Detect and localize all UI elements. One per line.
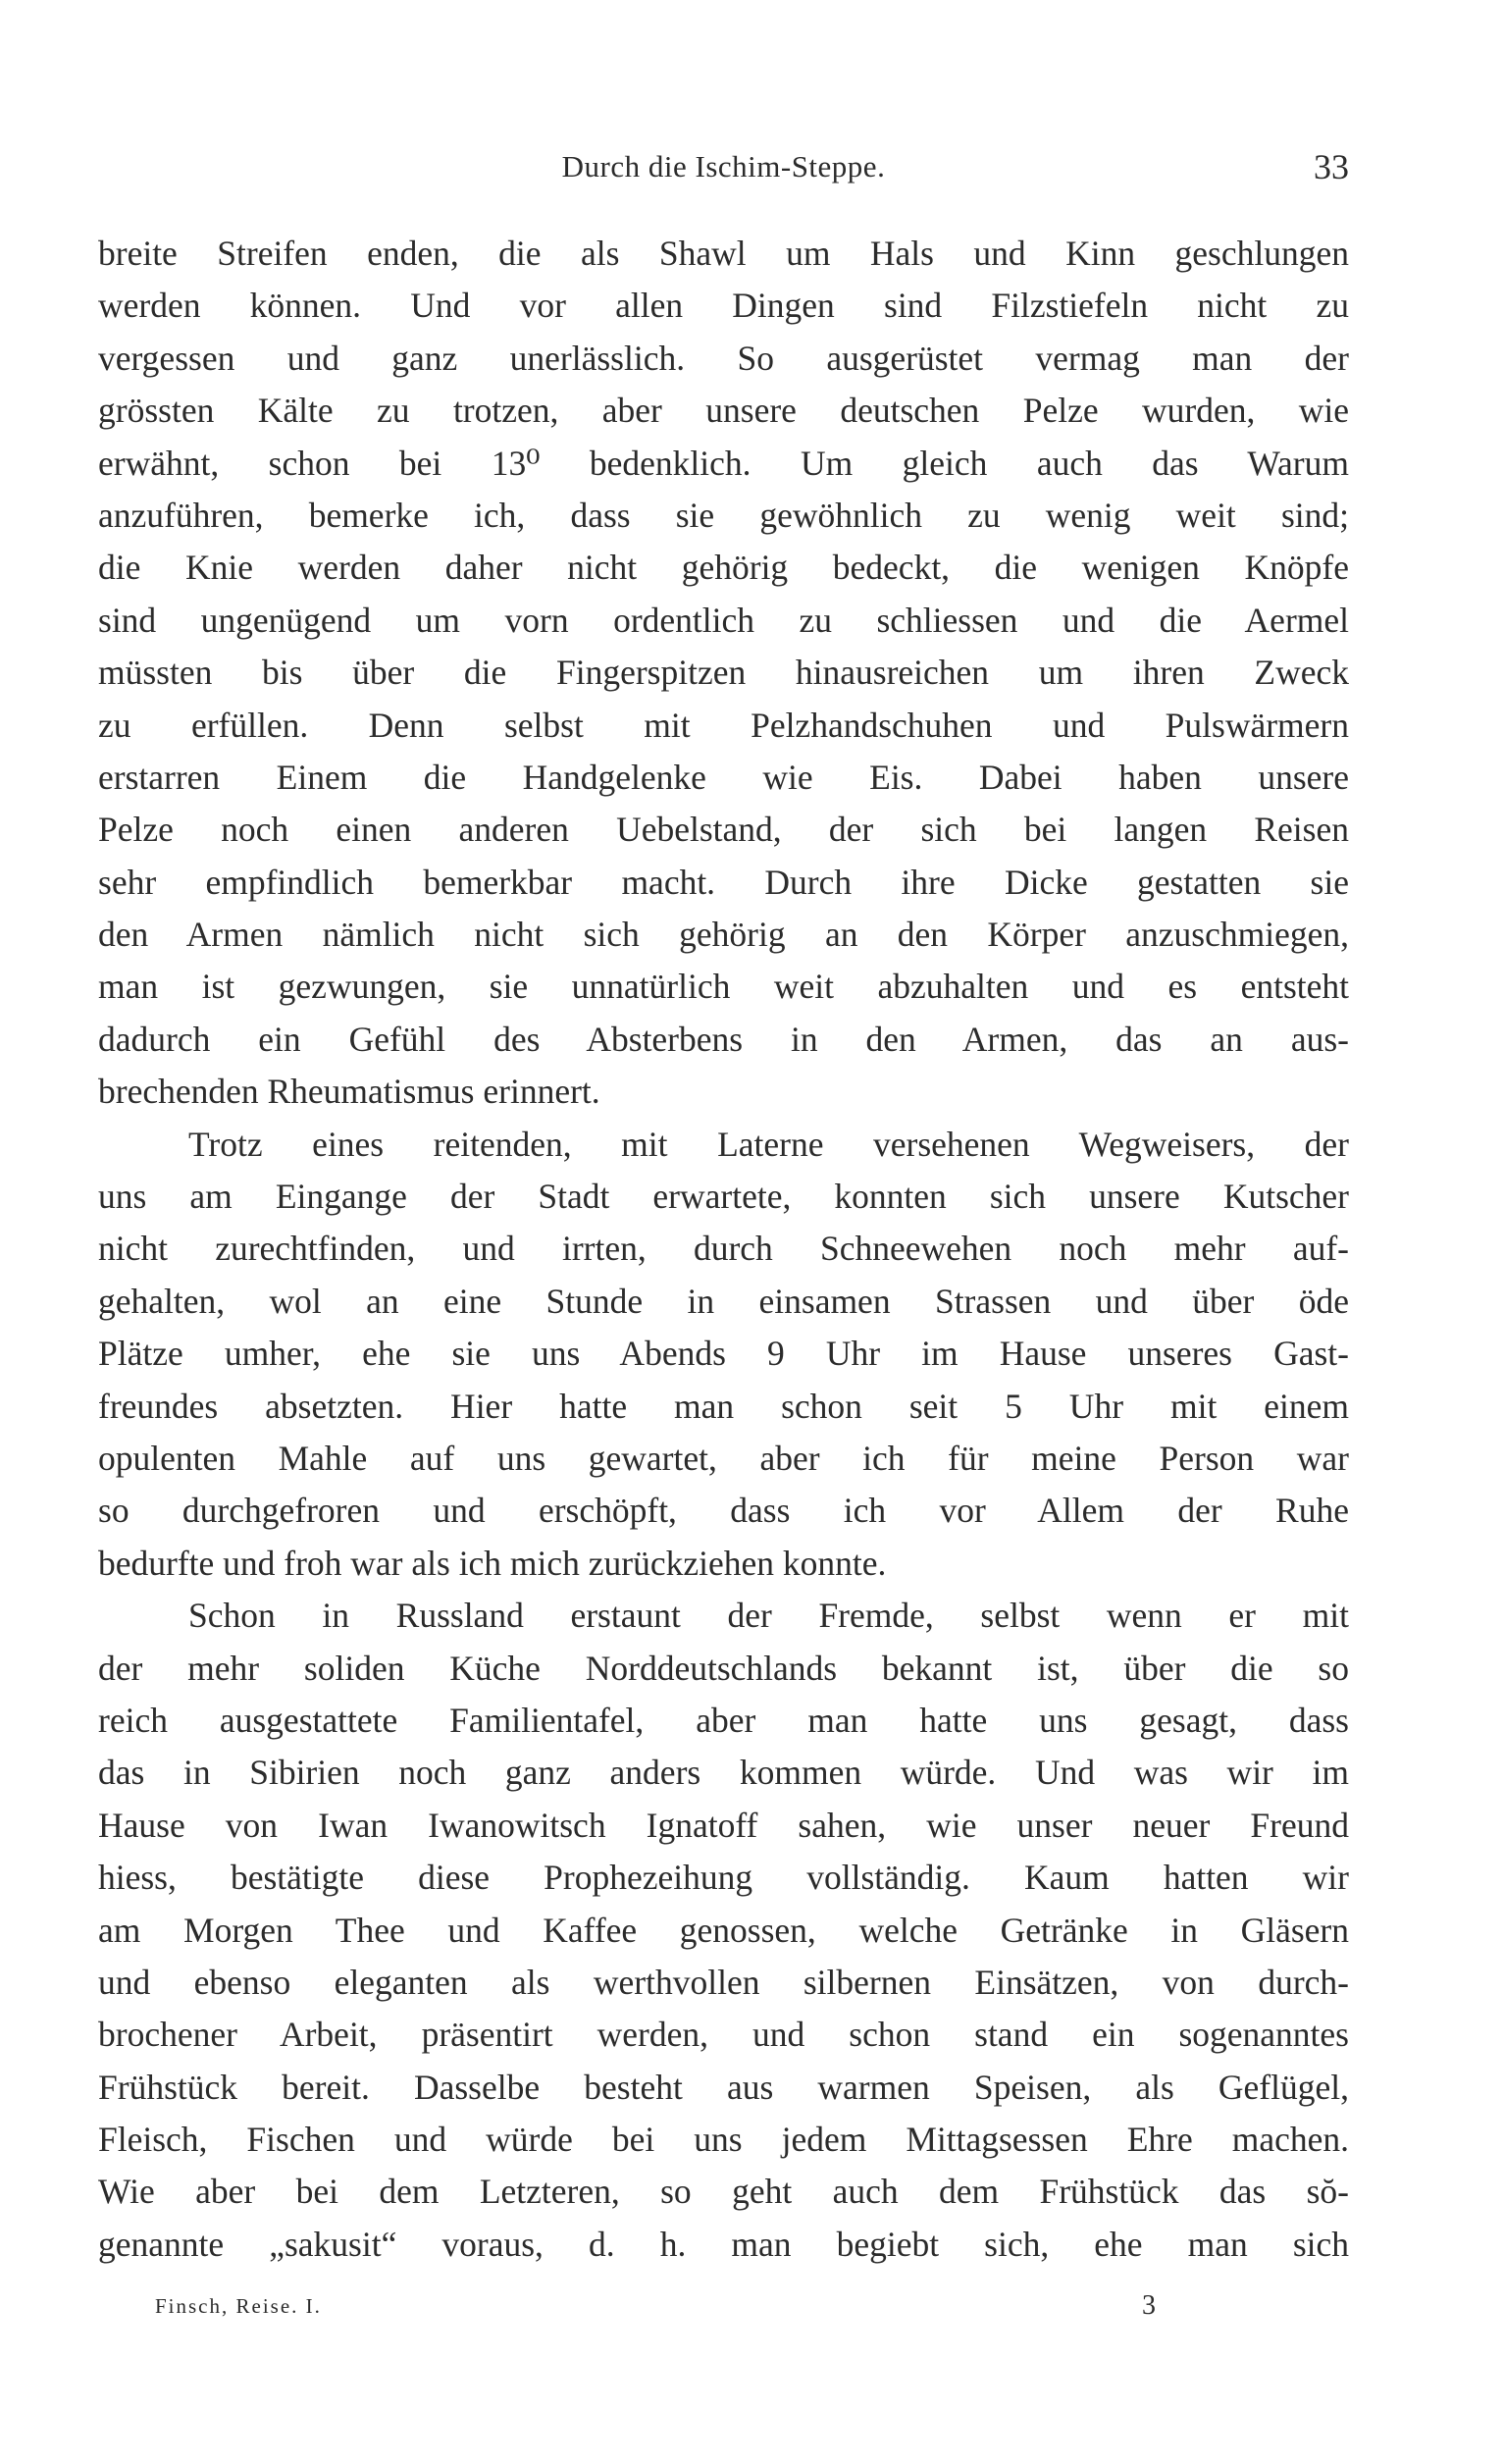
text-line: sind ungenügend um vorn ordentlich zu schliessen und die Aermel: [98, 600, 1349, 640]
text-line: erstarren Einem die Handgelenke wie Eis. Dabei haben unsere: [98, 757, 1349, 797]
text-line: Hause von Iwan Iwanowitsch Ignatoff sahen, wie unser neuer Freund: [98, 1805, 1349, 1845]
text-line: erwähnt, schon bei 13⁰ bedenklich. Um gleich auch das Warum: [98, 443, 1349, 483]
signature-number: 3: [1142, 2290, 1156, 2321]
page-number: 33: [1314, 147, 1349, 186]
paragraph-first-line: Trotz eines reitenden, mit Laterne versehenen Wegweisers, der: [188, 1124, 1349, 1164]
text-line: das in Sibirien noch ganz anders kommen würde. Und was wir im: [98, 1753, 1349, 1793]
text-line: der mehr soliden Küche Norddeutschlands bekannt ist, über die so: [98, 1648, 1349, 1688]
text-line: reich ausgestattete Familientafel, aber man hatte uns gesagt, dass: [98, 1700, 1349, 1740]
text-line: so durchgefroren und erschöpft, dass ich vor Allem der Ruhe: [98, 1491, 1349, 1531]
text-line: dadurch ein Gefühl des Absterbens in den Armen, das an aus-: [98, 1019, 1349, 1059]
text-line: Wie aber bei dem Letzteren, so geht auch dem Frühstück das sŏ-: [98, 2172, 1349, 2212]
paragraph-first-line: Schon in Russland erstaunt der Fremde, selbst wenn er mit: [188, 1596, 1349, 1636]
text-line: den Armen nämlich nicht sich gehörig an den Körper anzuschmiegen,: [98, 915, 1349, 955]
text-line: freundes absetzten. Hier hatte man schon seit 5 Uhr mit einem: [98, 1386, 1349, 1426]
text-line: Fleisch, Fischen und würde bei uns jedem Mittagsessen Ehre machen.: [98, 2120, 1349, 2160]
text-line: die Knie werden daher nicht gehörig bedeckt, die wenigen Knöpfe: [98, 548, 1349, 588]
text-line: Frühstück bereit. Dasselbe besteht aus warmen Speisen, als Geflügel,: [98, 2067, 1349, 2107]
text-line: Plätze umher, ehe sie uns Abends 9 Uhr im Hause unseres Gast-: [98, 1334, 1349, 1374]
printer-signature: Finsch, Reise. I.: [155, 2294, 322, 2318]
text-line: genannte „sakusit“ voraus, d. h. man begiebt sich, ehe man sich: [98, 2224, 1349, 2264]
text-line: hiess, bestätigte diese Prophezeihung vollständig. Kaum hatten wir: [98, 1858, 1349, 1898]
text-line: nicht zurechtfinden, und irrten, durch Schneewehen noch mehr auf-: [98, 1229, 1349, 1269]
paragraph-end-line: brechenden Rheumatismus erinnert.: [98, 1072, 600, 1112]
text-line: opulenten Mahle auf uns gewartet, aber ich für meine Person war: [98, 1438, 1349, 1478]
text-line: brochener Arbeit, präsentirt werden, und schon stand ein sogenanntes: [98, 2015, 1349, 2055]
text-line: Pelze noch einen anderen Uebelstand, der sich bei langen Reisen: [98, 810, 1349, 850]
text-line: man ist gezwungen, sie unnatürlich weit abzuhalten und es entsteht: [98, 967, 1349, 1007]
paragraph-end-line: bedurfte und froh war als ich mich zurückziehen konnte.: [98, 1543, 887, 1583]
text-line: gehalten, wol an eine Stunde in einsamen Strassen und über öde: [98, 1281, 1349, 1321]
text-line: am Morgen Thee und Kaffee genossen, welche Getränke in Gläsern: [98, 1910, 1349, 1950]
text-line: anzuführen, bemerke ich, dass sie gewöhnlich zu wenig weit sind;: [98, 495, 1349, 535]
text-line: uns am Eingange der Stadt erwartete, konnten sich unsere Kutscher: [98, 1177, 1349, 1217]
body-text: [98, 228, 1349, 2271]
text-line: sehr empfindlich bemerkbar macht. Durch ihre Dicke gestatten sie: [98, 862, 1349, 902]
signature-footer: [155, 2286, 1156, 2326]
text-line: breite Streifen enden, die als Shawl um Hals und Kinn geschlungen: [98, 234, 1349, 273]
text-line: müssten bis über die Fingerspitzen hinausreichen um ihren Zweck: [98, 653, 1349, 693]
running-title: Durch die Ischim-Steppe.: [561, 149, 886, 183]
text-line: werden können. Und vor allen Dingen sind Filzstiefeln nicht zu: [98, 286, 1349, 326]
text-line: und ebenso eleganten als werthvollen silbernen Einsätzen, von durch-: [98, 1962, 1349, 2002]
text-line: grössten Kälte zu trotzen, aber unsere deutschen Pelze wurden, wie: [98, 391, 1349, 431]
running-head: [98, 145, 1349, 188]
text-line: vergessen und ganz unerlässlich. So ausgerüstet vermag man der: [98, 338, 1349, 378]
text-line: zu erfüllen. Denn selbst mit Pelzhandschuhen und Pulswärmern: [98, 705, 1349, 745]
